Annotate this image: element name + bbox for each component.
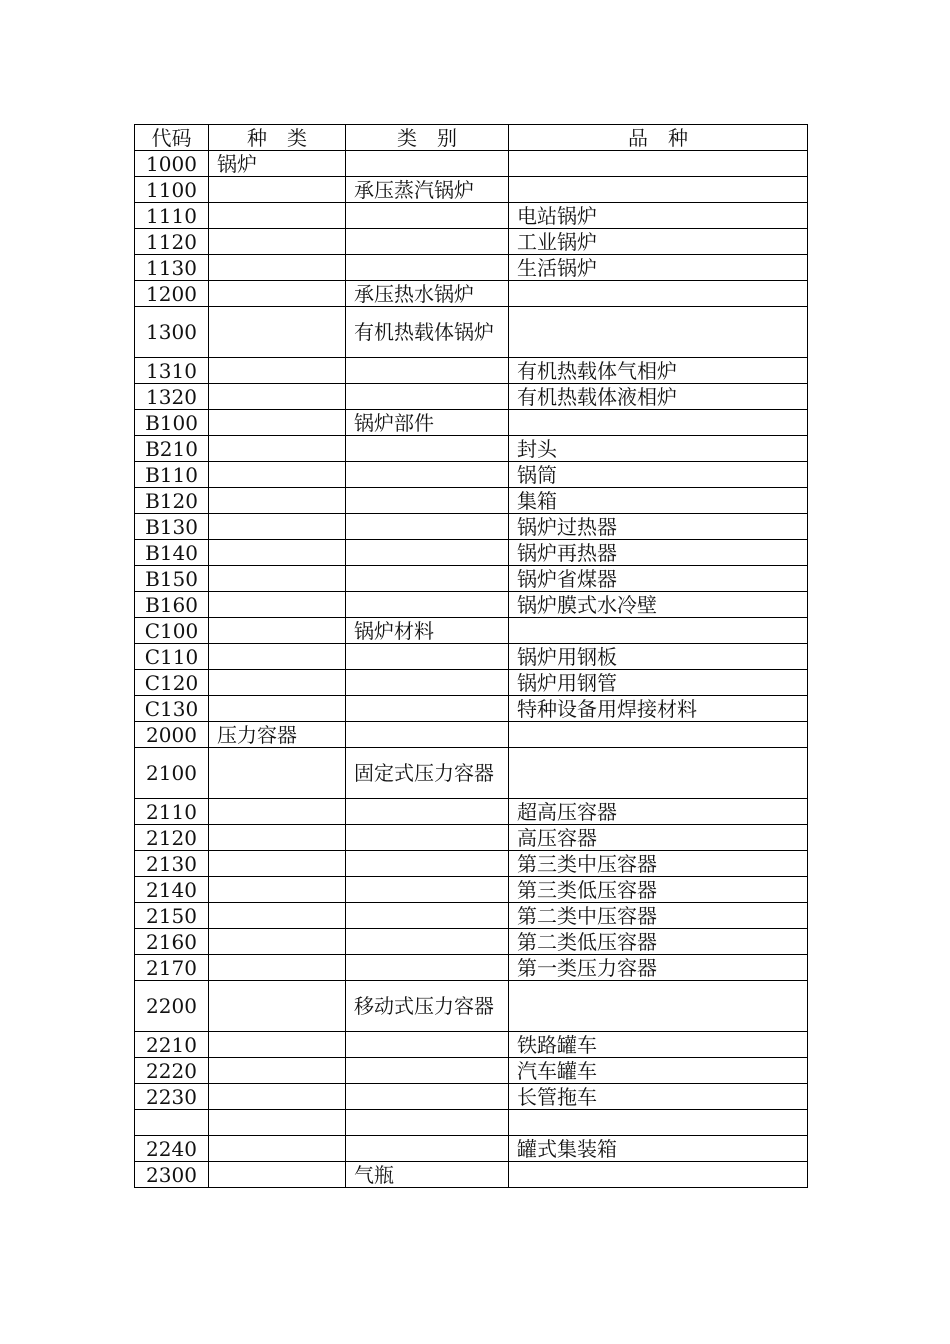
cell-variety [509, 410, 808, 436]
table-row [135, 644, 808, 670]
cell-kind [209, 903, 346, 929]
cell-variety: 第二类低压容器 [509, 929, 808, 955]
cell-category [346, 1058, 509, 1084]
cell-code: 2160 [135, 929, 209, 955]
table-row [135, 1110, 808, 1136]
cell-code: 2170 [135, 955, 209, 981]
table-row [135, 618, 808, 644]
table-row [135, 825, 808, 851]
cell-kind [209, 1058, 346, 1084]
table-row [135, 177, 808, 203]
cell-category [346, 203, 509, 229]
cell-code: 2100 [135, 748, 209, 799]
table-row [135, 903, 808, 929]
cell-category [346, 514, 509, 540]
cell-variety: 锅炉用钢板 [509, 644, 808, 670]
cell-kind [209, 1032, 346, 1058]
cell-kind [209, 566, 346, 592]
cell-kind [209, 229, 346, 255]
cell-category: 锅炉部件 [346, 410, 509, 436]
table-row [135, 358, 808, 384]
cell-variety: 锅炉膜式水冷壁 [509, 592, 808, 618]
cell-variety: 超高压容器 [509, 799, 808, 825]
cell-code: C130 [135, 696, 209, 722]
cell-category: 有机热载体锅炉 [346, 307, 509, 358]
cell-code: B150 [135, 566, 209, 592]
cell-category [346, 151, 509, 177]
table-row [135, 748, 808, 799]
cell-variety: 锅炉再热器 [509, 540, 808, 566]
table-row [135, 229, 808, 255]
table-row [135, 955, 808, 981]
cell-kind [209, 488, 346, 514]
cell-category [346, 799, 509, 825]
cell-kind [209, 436, 346, 462]
cell-variety: 汽车罐车 [509, 1058, 808, 1084]
table-row [135, 410, 808, 436]
cell-code: 2300 [135, 1162, 209, 1188]
cell-variety [509, 722, 808, 748]
cell-kind: 压力容器 [209, 722, 346, 748]
table-row [135, 799, 808, 825]
table-row [135, 1058, 808, 1084]
cell-variety: 生活锅炉 [509, 255, 808, 281]
table-row [135, 877, 808, 903]
cell-variety: 电站锅炉 [509, 203, 808, 229]
cell-code: 2150 [135, 903, 209, 929]
cell-code: 1000 [135, 151, 209, 177]
table-row [135, 722, 808, 748]
cell-kind [209, 514, 346, 540]
table-row [135, 255, 808, 281]
table-row [135, 670, 808, 696]
cell-kind [209, 1136, 346, 1162]
cell-kind [209, 1084, 346, 1110]
cell-kind [209, 929, 346, 955]
cell-kind [209, 644, 346, 670]
cell-code: 1300 [135, 307, 209, 358]
cell-code: C110 [135, 644, 209, 670]
cell-kind [209, 799, 346, 825]
table-row [135, 851, 808, 877]
cell-code: C120 [135, 670, 209, 696]
table-row [135, 540, 808, 566]
cell-category [346, 825, 509, 851]
cell-kind [209, 592, 346, 618]
cell-variety: 第三类低压容器 [509, 877, 808, 903]
cell-code: 2130 [135, 851, 209, 877]
cell-code: 2220 [135, 1058, 209, 1084]
cell-category [346, 1110, 509, 1136]
cell-category [346, 540, 509, 566]
cell-kind [209, 825, 346, 851]
cell-kind [209, 410, 346, 436]
cell-kind [209, 281, 346, 307]
cell-variety: 高压容器 [509, 825, 808, 851]
cell-variety: 罐式集装箱 [509, 1136, 808, 1162]
cell-code: C100 [135, 618, 209, 644]
cell-variety: 第三类中压容器 [509, 851, 808, 877]
cell-variety [509, 307, 808, 358]
cell-variety: 封头 [509, 436, 808, 462]
cell-code: B130 [135, 514, 209, 540]
cell-category [346, 929, 509, 955]
cell-variety: 锅筒 [509, 462, 808, 488]
cell-code: 2200 [135, 981, 209, 1032]
cell-variety [509, 1162, 808, 1188]
cell-variety: 第一类压力容器 [509, 955, 808, 981]
table-row [135, 592, 808, 618]
cell-variety [509, 981, 808, 1032]
cell-code: B100 [135, 410, 209, 436]
table-row [135, 488, 808, 514]
cell-variety: 第二类中压容器 [509, 903, 808, 929]
cell-category [346, 255, 509, 281]
cell-code: 2110 [135, 799, 209, 825]
table-row [135, 307, 808, 358]
cell-code: 2000 [135, 722, 209, 748]
cell-code: 1120 [135, 229, 209, 255]
cell-category [346, 436, 509, 462]
cell-category [346, 1032, 509, 1058]
cell-kind [209, 462, 346, 488]
cell-kind [209, 307, 346, 358]
cell-category [346, 384, 509, 410]
cell-category [346, 670, 509, 696]
table-row [135, 1032, 808, 1058]
cell-variety [509, 151, 808, 177]
header-code: 代码 [135, 125, 209, 151]
cell-kind [209, 748, 346, 799]
cell-variety [509, 618, 808, 644]
cell-variety: 有机热载体液相炉 [509, 384, 808, 410]
cell-category: 锅炉材料 [346, 618, 509, 644]
cell-code: 2240 [135, 1136, 209, 1162]
cell-code: B160 [135, 592, 209, 618]
cell-category [346, 955, 509, 981]
cell-variety: 特种设备用焊接材料 [509, 696, 808, 722]
cell-category [346, 696, 509, 722]
table-row [135, 436, 808, 462]
cell-code: B120 [135, 488, 209, 514]
cell-code: 2120 [135, 825, 209, 851]
table-row [135, 1162, 808, 1188]
cell-category [346, 488, 509, 514]
cell-category [346, 644, 509, 670]
cell-category [346, 1084, 509, 1110]
table-row [135, 462, 808, 488]
cell-variety: 锅炉用钢管 [509, 670, 808, 696]
cell-category [346, 1136, 509, 1162]
cell-code: 1110 [135, 203, 209, 229]
cell-category [346, 358, 509, 384]
header-kind: 种 类 [209, 125, 346, 151]
cell-category [346, 903, 509, 929]
cell-kind [209, 696, 346, 722]
table-row [135, 514, 808, 540]
cell-kind [209, 358, 346, 384]
table-row [135, 1084, 808, 1110]
cell-variety [509, 177, 808, 203]
cell-category: 气瓶 [346, 1162, 509, 1188]
cell-kind [209, 877, 346, 903]
table-row [135, 981, 808, 1032]
table-body [135, 151, 808, 1188]
cell-variety: 锅炉省煤器 [509, 566, 808, 592]
cell-category [346, 877, 509, 903]
cell-kind: 锅炉 [209, 151, 346, 177]
cell-variety: 工业锅炉 [509, 229, 808, 255]
cell-kind [209, 955, 346, 981]
cell-code: 1310 [135, 358, 209, 384]
cell-code: B110 [135, 462, 209, 488]
cell-code: 1130 [135, 255, 209, 281]
cell-variety [509, 748, 808, 799]
cell-variety: 有机热载体气相炉 [509, 358, 808, 384]
table-row [135, 151, 808, 177]
cell-code: 2230 [135, 1084, 209, 1110]
cell-kind [209, 540, 346, 566]
cell-category [346, 462, 509, 488]
header-variety: 品 种 [509, 125, 808, 151]
cell-variety [509, 1110, 808, 1136]
table-row [135, 696, 808, 722]
cell-category: 固定式压力容器 [346, 748, 509, 799]
table-row [135, 203, 808, 229]
cell-kind [209, 255, 346, 281]
table-row [135, 281, 808, 307]
cell-category [346, 722, 509, 748]
equipment-code-table [134, 124, 808, 1188]
cell-category: 承压热水锅炉 [346, 281, 509, 307]
cell-code: 1200 [135, 281, 209, 307]
cell-kind [209, 670, 346, 696]
cell-code: B210 [135, 436, 209, 462]
table-row [135, 384, 808, 410]
cell-code: 1320 [135, 384, 209, 410]
table-row [135, 566, 808, 592]
table-row [135, 1136, 808, 1162]
table-row [135, 929, 808, 955]
cell-code: 1100 [135, 177, 209, 203]
cell-variety: 集箱 [509, 488, 808, 514]
cell-kind [209, 1110, 346, 1136]
header-category: 类 别 [346, 125, 509, 151]
cell-kind [209, 1162, 346, 1188]
cell-variety: 铁路罐车 [509, 1032, 808, 1058]
cell-category [346, 229, 509, 255]
cell-variety: 锅炉过热器 [509, 514, 808, 540]
cell-code: 2140 [135, 877, 209, 903]
cell-category: 移动式压力容器 [346, 981, 509, 1032]
table-header-row [135, 125, 808, 151]
cell-kind [209, 384, 346, 410]
cell-code: 2210 [135, 1032, 209, 1058]
cell-category: 承压蒸汽锅炉 [346, 177, 509, 203]
cell-code [135, 1110, 209, 1136]
cell-kind [209, 177, 346, 203]
cell-category [346, 851, 509, 877]
cell-kind [209, 618, 346, 644]
cell-code: B140 [135, 540, 209, 566]
cell-kind [209, 981, 346, 1032]
cell-category [346, 592, 509, 618]
cell-variety: 长管拖车 [509, 1084, 808, 1110]
cell-category [346, 566, 509, 592]
cell-kind [209, 851, 346, 877]
cell-kind [209, 203, 346, 229]
cell-variety [509, 281, 808, 307]
